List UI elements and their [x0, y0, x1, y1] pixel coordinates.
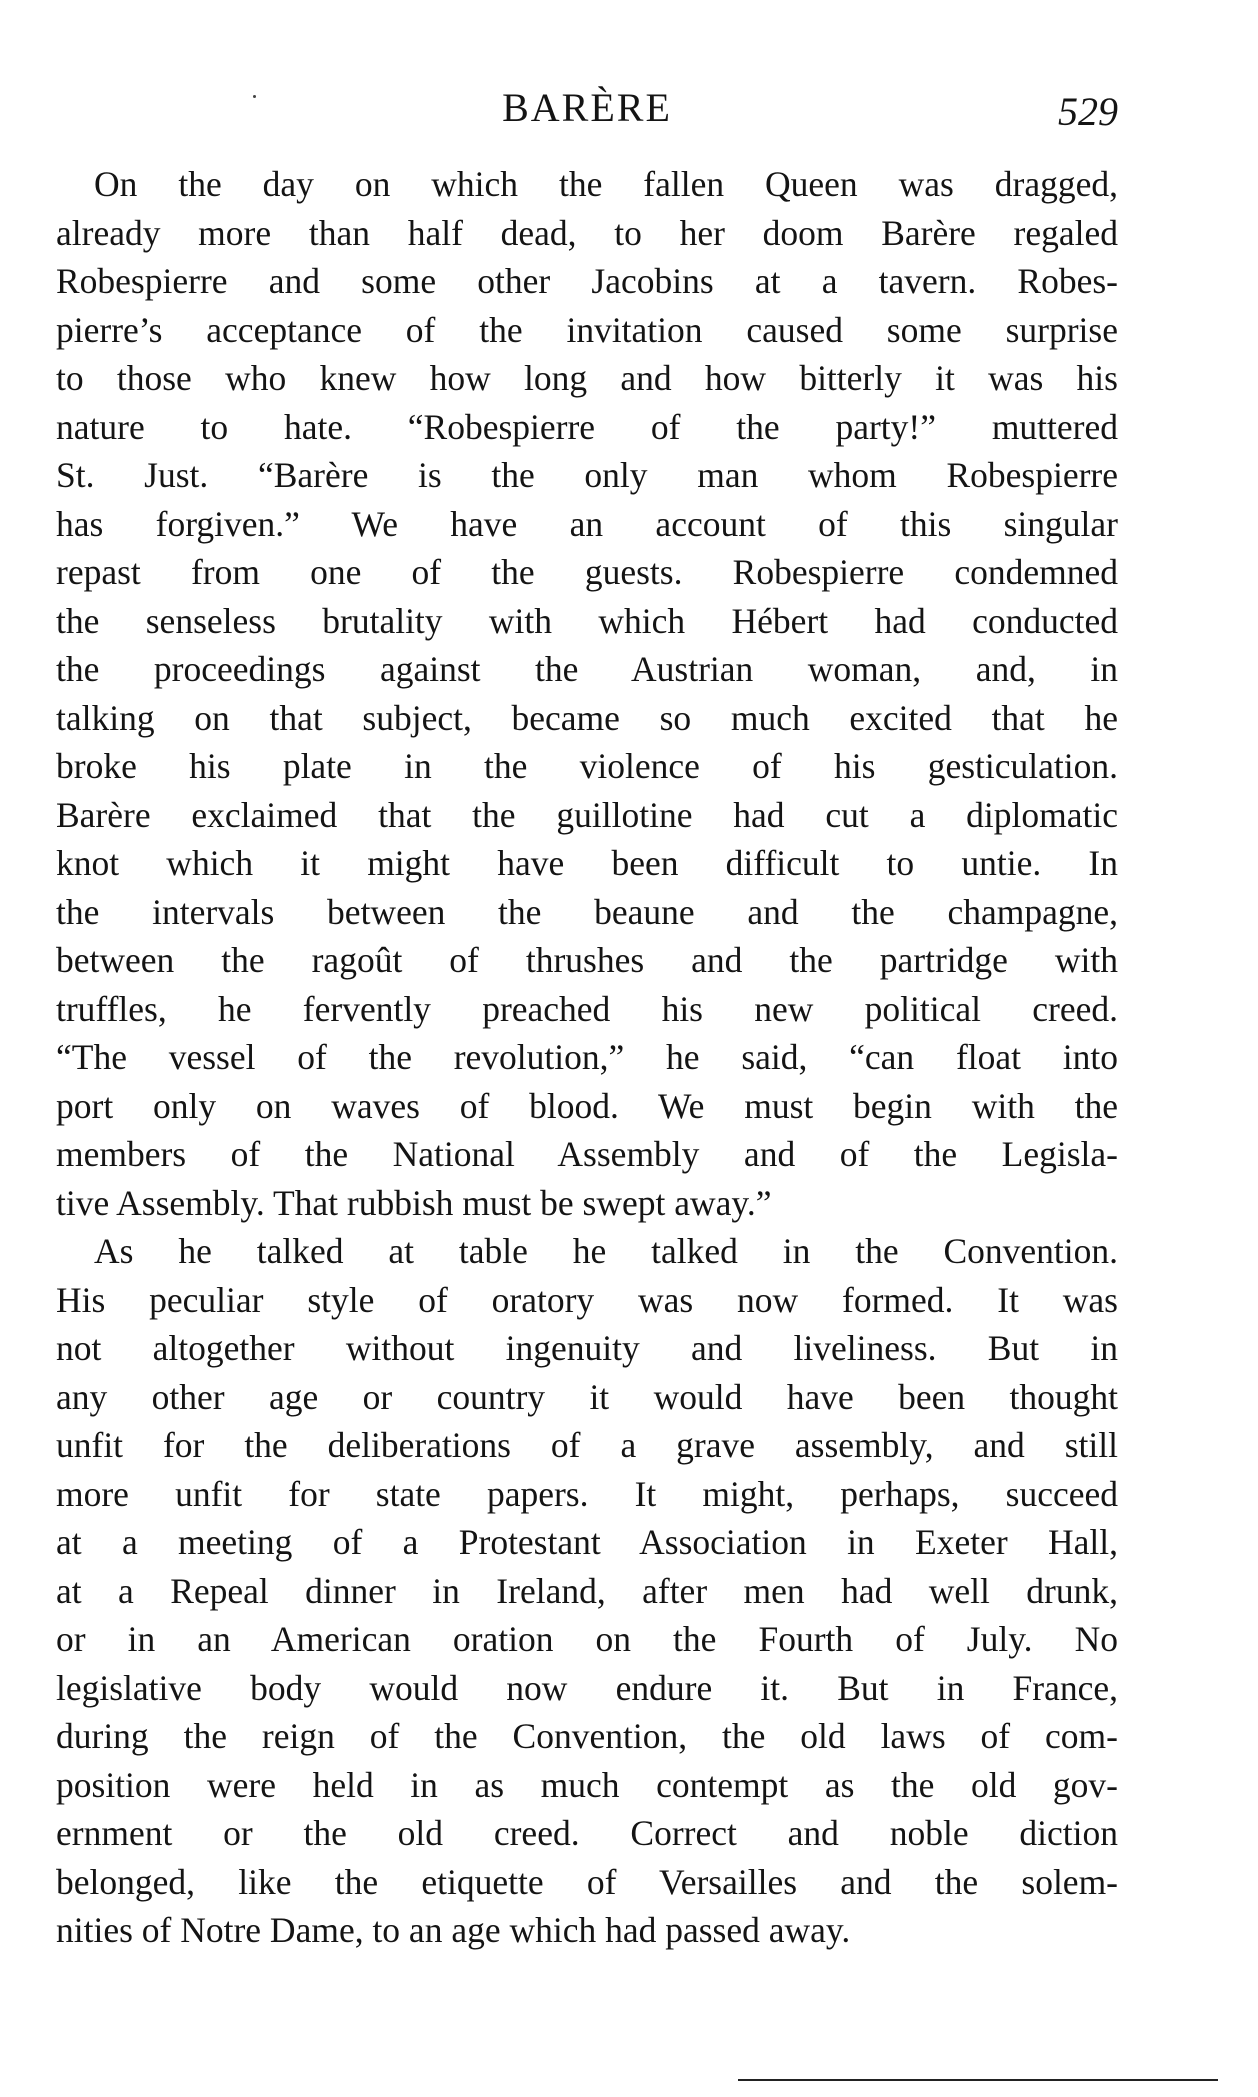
text-line: repast from one of the guests. Robespierre condemned	[56, 552, 1118, 592]
body-text	[56, 160, 1118, 1955]
text-line: position were held in as much contempt as the old gov-	[56, 1764, 1118, 1805]
text-line: ernment or the old creed. Correct and noble diction	[56, 1813, 1118, 1853]
text-line: the senseless brutality with which Hébert had conducted	[56, 600, 1118, 641]
text-line: members of the National Assembly and of the Legisla-	[56, 1134, 1118, 1174]
text-line: during the reign of the Convention, the old laws of com-	[56, 1716, 1118, 1756]
text-line: the proceedings against the Austrian woman, and, in	[56, 649, 1118, 689]
text-line: St. Just. “Barère is the only man whom Robespierre	[56, 455, 1118, 495]
text-line: any other age or country it would have been thought	[56, 1376, 1118, 1417]
text-line: On the day on which the fallen Queen was dragged,	[94, 164, 1118, 204]
text-line: at a meeting of a Protestant Association in Exeter Hall,	[56, 1522, 1118, 1562]
text-line: port only on waves of blood. We must begin with the	[56, 1085, 1118, 1126]
text-line: Barère exclaimed that the guillotine had cut a diplomatic	[56, 794, 1118, 835]
text-line: His peculiar style of oratory was now formed. It was	[56, 1279, 1118, 1320]
text-line: knot which it might have been difficult to untie. In	[56, 843, 1118, 883]
text-line: the intervals between the beaune and the champagne,	[56, 891, 1118, 932]
text-line: already more than half dead, to her doom Barère regaled	[56, 212, 1118, 253]
text-line: has forgiven.” We have an account of this singular	[56, 503, 1118, 544]
text-line: at a Repeal dinner in Ireland, after men had well drunk,	[56, 1570, 1118, 1611]
running-head	[56, 78, 1118, 138]
text-line: nities of Notre Dame, to an age which had passed away.	[56, 1910, 851, 1950]
footer-rule	[738, 2079, 1218, 2081]
text-line: As he talked at table he talked in the Convention.	[94, 1231, 1118, 1271]
text-line: nature to hate. “Robespierre of the party!” muttered	[56, 406, 1118, 447]
text-line: not altogether without ingenuity and liveliness. But in	[56, 1328, 1118, 1368]
text-line: or in an American oration on the Fourth of July. No	[56, 1619, 1118, 1659]
text-line: pierre’s acceptance of the invitation caused some surprise	[56, 309, 1118, 350]
text-line: talking on that subject, became so much excited that he	[56, 697, 1118, 738]
text-line: legislative body would now endure it. But in France,	[56, 1667, 1118, 1708]
text-line: broke his plate in the violence of his gesticulation.	[56, 746, 1118, 786]
text-line: more unfit for state papers. It might, perhaps, succeed	[56, 1473, 1118, 1514]
text-line: to those who knew how long and how bitterly it was his	[56, 358, 1118, 398]
text-line: between the ragoût of thrushes and the partridge with	[56, 940, 1118, 980]
text-line: truffles, he fervently preached his new political creed.	[56, 988, 1118, 1029]
running-title: BARÈRE	[502, 85, 672, 130]
page-number: 529	[1058, 89, 1118, 134]
text-line: belonged, like the etiquette of Versailles and the solem-	[56, 1861, 1118, 1902]
text-line: “The vessel of the revolution,” he said, “can float into	[56, 1037, 1118, 1077]
text-line: Robespierre and some other Jacobins at a tavern. Robes-	[56, 261, 1118, 301]
text-line: unfit for the deliberations of a grave assembly, and still	[56, 1425, 1118, 1465]
text-line: tive Assembly. That rubbish must be swept away.”	[56, 1182, 772, 1223]
